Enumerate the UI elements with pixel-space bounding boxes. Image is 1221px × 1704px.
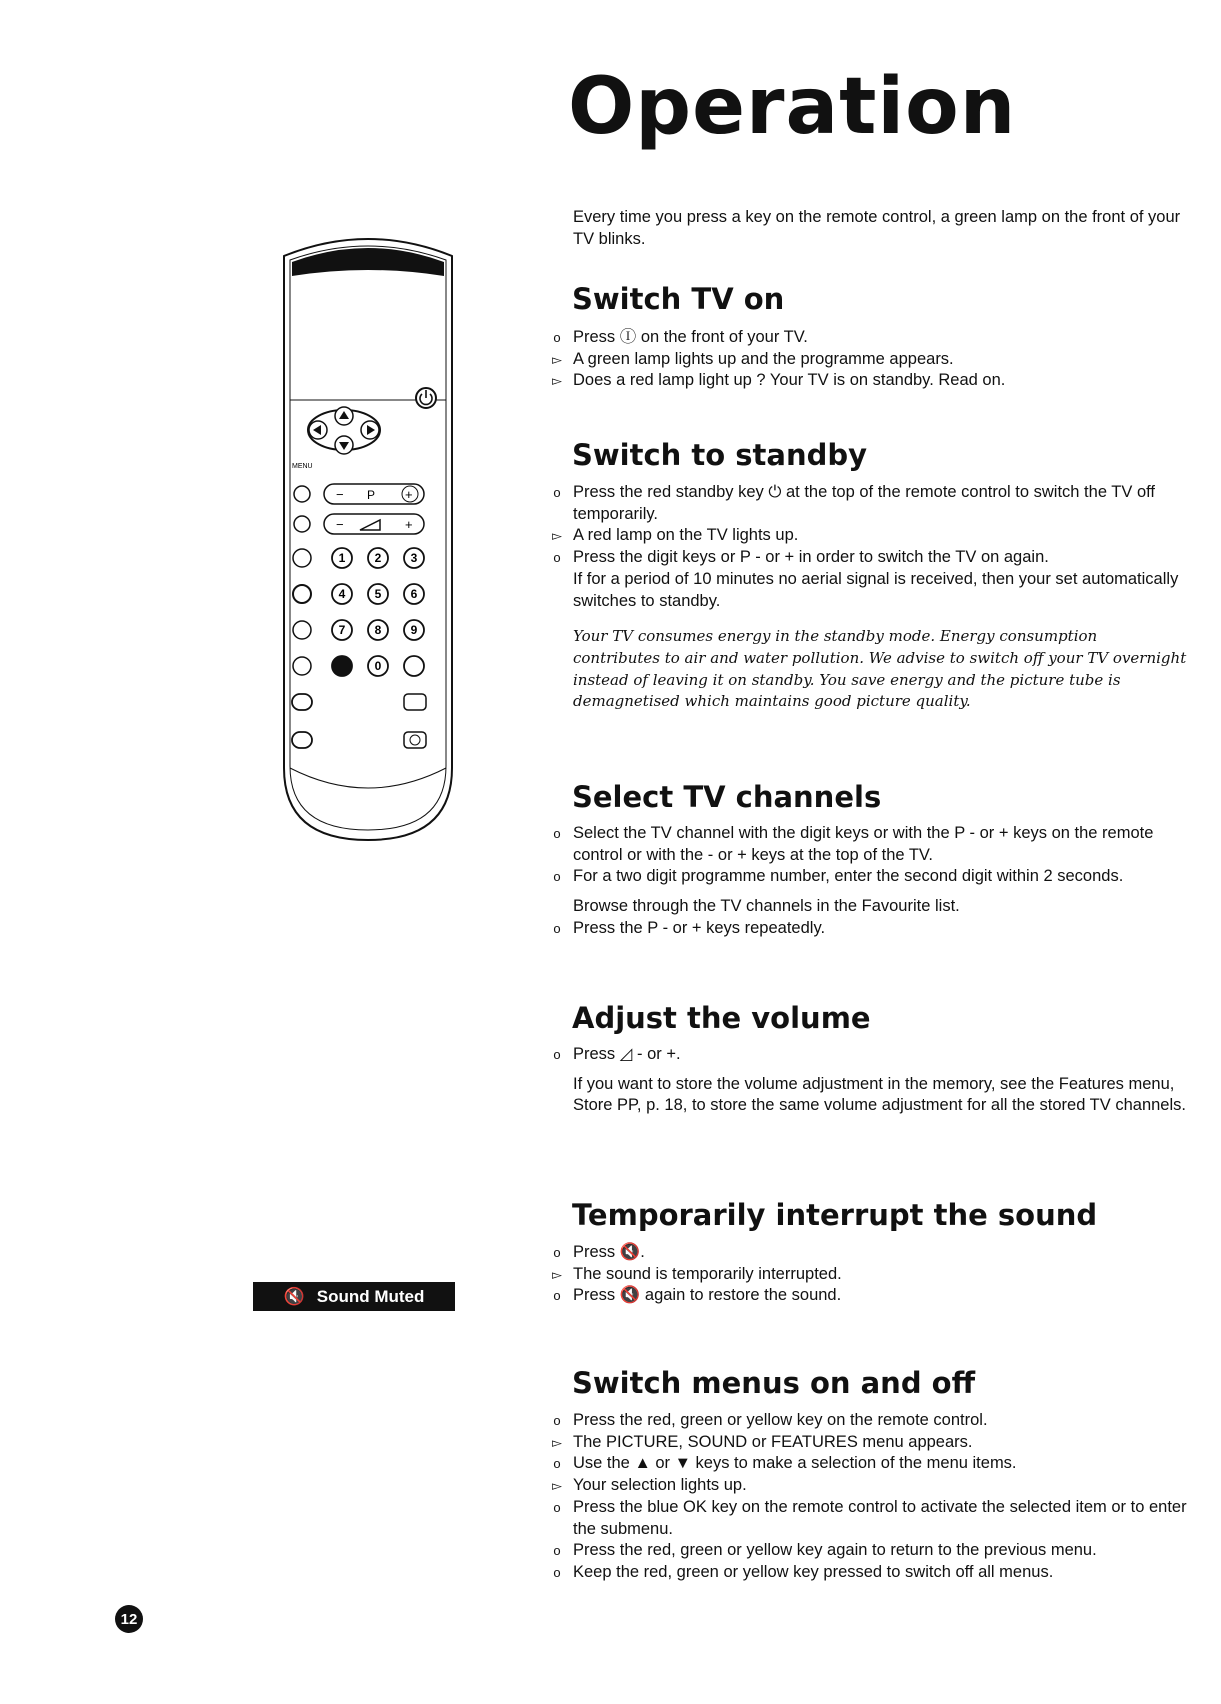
menu-label: MENU	[292, 463, 313, 470]
list-item: ▻ The sound is temporarily interrupted.	[552, 1264, 842, 1283]
mute-icon: 🔇	[283, 1286, 305, 1306]
list-item: o Press the red standby key ⏻ at the top of the remote control to switch the TV off temporarily.	[553, 483, 1155, 523]
svg-text:6: 6	[410, 587, 418, 601]
svg-text:9: 9	[410, 623, 418, 637]
list-item: ▻ Does a red lamp light up ? Your TV is on standby. Read on.	[552, 371, 1006, 390]
svg-text:7: 7	[338, 623, 346, 637]
list-item: o Press 🔇 again to restore the sound.	[553, 1286, 842, 1305]
list-item: ▻ A green lamp lights up and the programme appears.	[552, 349, 954, 368]
svg-text:1: 1	[338, 551, 346, 565]
section-heading: Temporarily interrupt the sound	[572, 1198, 1098, 1232]
svg-text:+: +	[405, 487, 413, 502]
page-title: Operation	[568, 62, 1017, 152]
svg-text:5: 5	[374, 587, 382, 601]
svg-text:0: 0	[374, 659, 382, 673]
list-item: o For a two digit programme number, enter the second digit within 2 seconds.	[553, 867, 1124, 886]
list-item: o Select the TV channel with the digit keys or with the P - or + keys on the remote control or with the - or + keys at the top of the TV.	[553, 824, 1154, 864]
list-item: o Press the red, green or yellow key on the remote control.	[553, 1411, 988, 1429]
intro-text: Every time you press a key on the remote control, a green lamp on the front of your TV blinks.	[573, 208, 1181, 248]
svg-text:P: P	[367, 488, 376, 502]
list-item: ▻ The PICTURE, SOUND or FEATURES menu appears.	[552, 1432, 973, 1451]
section-heading: Select TV channels	[572, 780, 882, 814]
sound-muted-text: Sound Muted	[316, 1286, 425, 1306]
svg-text:2: 2	[374, 551, 382, 565]
list-item: o Press the P - or + keys repeatedly.	[553, 918, 826, 937]
energy-note: Your TV consumes energy in the standby mode. Energy consumption contributes to air and water pollution. We advise to switch off your TV overnight instead of leaving it on standby. You save energy and the picture tube is demagnetised which maintains good picture quality.	[573, 627, 1187, 711]
list-item: o Press the blue OK key on the remote control to activate the selected item or to enter the submenu.	[553, 1497, 1187, 1538]
svg-text:8: 8	[374, 623, 382, 637]
svg-text:+: +	[405, 517, 413, 532]
list-item: o Press 🔇.	[553, 1243, 645, 1261]
list-item: o Press the red, green or yellow key again to return to the previous menu.	[553, 1541, 1097, 1560]
svg-text:4: 4	[338, 587, 346, 601]
svg-text:3: 3	[410, 551, 418, 565]
list-item: o Use the ▲ or ▼ keys to make a selection of the menu items.	[553, 1454, 1017, 1473]
remote-control-illustration	[278, 228, 458, 848]
section-heading: Adjust the volume	[572, 1001, 871, 1035]
svg-text:−: −	[336, 487, 344, 502]
list-item: If for a period of 10 minutes no aerial signal is received, then your set automatically switches to standby.	[573, 569, 1179, 610]
list-item: Browse through the TV channels in the Favourite list.	[573, 897, 960, 916]
list-item: o Keep the red, green or yellow key pressed to switch off all menus.	[553, 1562, 1054, 1581]
list-item: o Press the digit keys or P - or + in order to switch the TV on again.	[553, 548, 1049, 567]
section-heading: Switch to standby	[572, 438, 868, 472]
sound-muted-badge	[253, 1282, 455, 1311]
list-item: If you want to store the volume adjustment in the memory, see the Features menu, Store PP, p. 18, to store the same volume adjustment for all the stored TV channels.	[573, 1074, 1186, 1115]
standby-key	[416, 388, 436, 408]
section-heading: Switch TV on	[572, 282, 785, 316]
list-item: o Press Ⓘ on the front of your TV.	[553, 328, 808, 346]
page-number: 12	[115, 1605, 143, 1633]
list-item: ▻ A red lamp on the TV lights up.	[552, 526, 799, 545]
section-heading: Switch menus on and off	[572, 1366, 976, 1400]
list-item: ▻ Your selection lights up.	[552, 1476, 747, 1495]
svg-text:−: −	[336, 517, 344, 532]
list-item: o Press ◿ - or +.	[553, 1045, 681, 1063]
